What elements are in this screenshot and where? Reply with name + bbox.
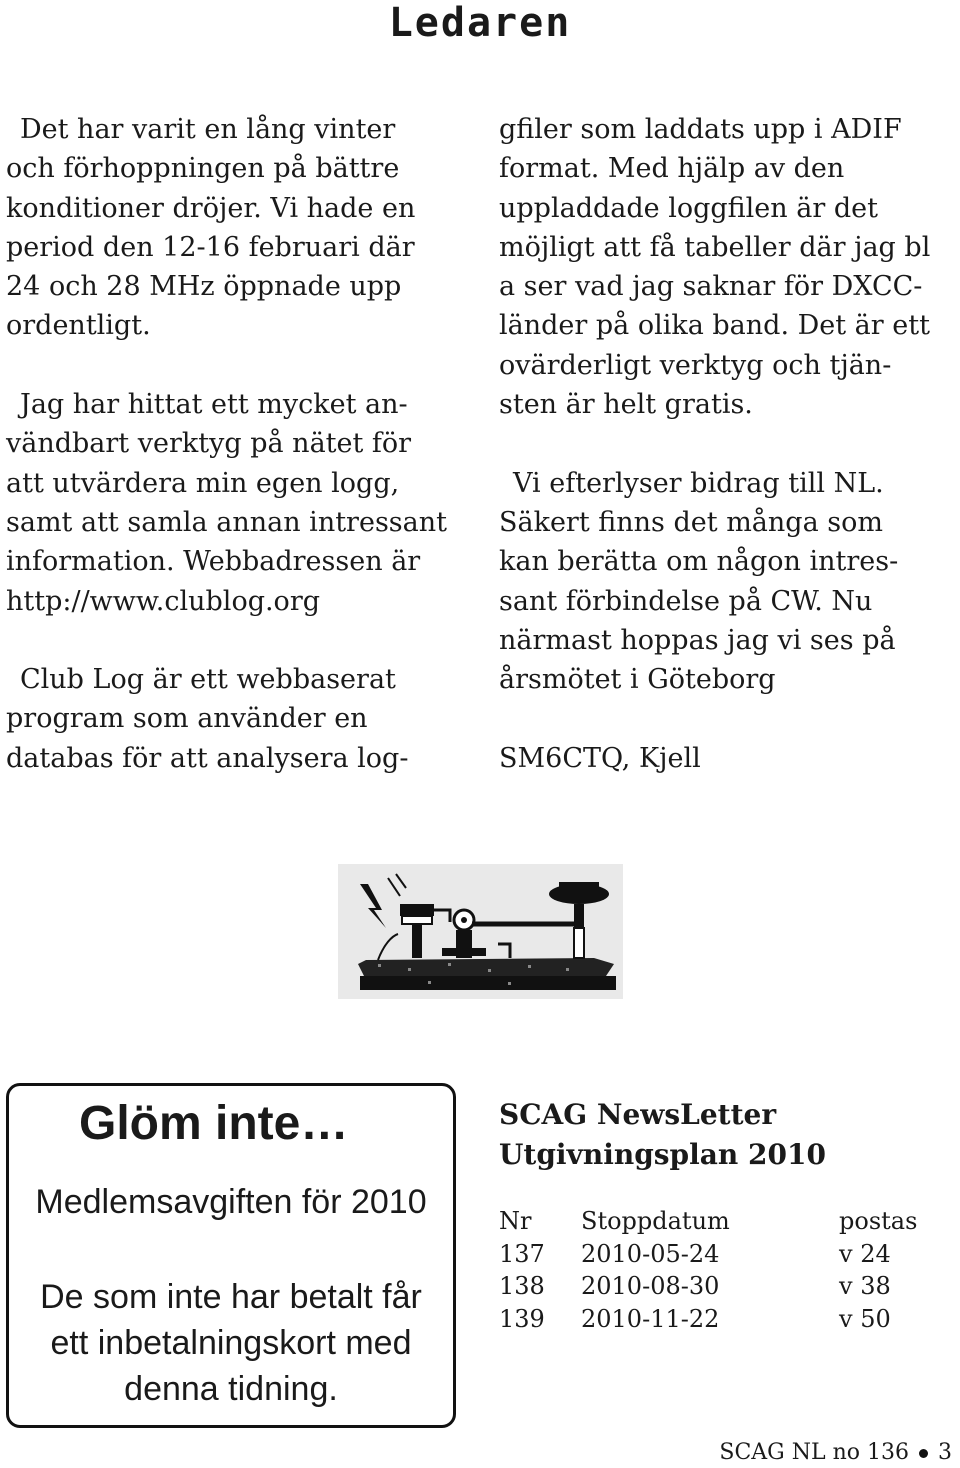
table-cell: v 38	[839, 1272, 891, 1300]
column-header: Stoppdatum	[581, 1207, 730, 1235]
paragraph-gap	[6, 346, 476, 385]
text-line: period den 12-16 februari där	[6, 231, 415, 263]
reminder-title: Glöm inte…	[79, 1097, 349, 1150]
text-line: Jag har hittat ett mycket an-	[20, 389, 408, 421]
text-line: Club Log är ett webbaserat	[20, 664, 396, 696]
text-line: Vi efterlyser bidrag till NL.	[513, 467, 884, 499]
paragraph-gap	[499, 424, 954, 463]
reminder-subtitle: Medlemsavgiften för 2010	[35, 1183, 427, 1221]
text-line: Det har varit en lång vinter	[20, 114, 396, 145]
table-cell: 139	[499, 1304, 545, 1333]
reminder-body	[13, 1274, 449, 1412]
text-line: Säkert finns det många som	[499, 506, 883, 538]
page-footer	[719, 1440, 952, 1466]
text-line: och förhoppningen på bättre	[6, 153, 400, 185]
text-line: ovärderligt verktyg och tjän-	[499, 349, 892, 381]
text-line: konditioner dröjer. Vi hade en	[6, 192, 416, 224]
text-line: sant förbindelse på CW. Nu	[499, 585, 873, 617]
morse-key-icon	[338, 864, 623, 999]
reminder-line: denna tidning.	[124, 1370, 338, 1408]
table-row	[499, 1303, 917, 1336]
reminder-line: ett inbetalningskort med	[50, 1324, 412, 1362]
text-line: a ser vad jag saknar för DXCC-	[499, 271, 923, 303]
reminder-line: De som inte har betalt får	[40, 1278, 422, 1316]
text-line: närmast hoppas jag vi ses på	[499, 624, 896, 656]
publication-schedule	[499, 1095, 939, 1335]
text-line: länder på olika band. Det är ett	[499, 310, 930, 342]
publication-name: SCAG NL no 136	[719, 1440, 909, 1465]
column-header: postas	[839, 1207, 918, 1235]
text-line: att utvärdera min egen logg,	[6, 467, 400, 499]
url-text: http://www.clublog.org	[6, 585, 321, 617]
text-line: årsmötet i Göteborg	[499, 664, 776, 696]
table-header-row	[499, 1205, 917, 1238]
text-line: sten är helt gratis.	[499, 389, 753, 421]
column-header: Nr	[499, 1207, 532, 1235]
schedule-table	[499, 1205, 917, 1335]
text-line: 24 och 28 MHz öppnade upp	[6, 271, 402, 303]
signature: SM6CTQ, Kjell	[499, 742, 701, 774]
table-row	[499, 1270, 917, 1303]
schedule-subtitle: Utgivningsplan 2010	[499, 1138, 826, 1171]
text-line: möjligt att få tabeller där jag bl	[499, 231, 931, 263]
bullet-icon	[919, 1449, 928, 1458]
paragraph-gap	[499, 699, 954, 738]
page-title: Ledaren	[388, 0, 572, 46]
text-line: vändbart verktyg på nätet för	[6, 428, 412, 460]
left-column	[6, 110, 476, 778]
table-cell: v 24	[839, 1239, 891, 1268]
table-cell: v 50	[839, 1304, 891, 1333]
text-line: kan berätta om någon intres-	[499, 546, 899, 578]
reminder-box	[6, 1083, 456, 1428]
text-line: databas för att analysera log-	[6, 742, 409, 774]
table-cell: 2010-08-30	[581, 1272, 720, 1300]
table-cell: 2010-05-24	[581, 1239, 720, 1268]
schedule-title: SCAG NewsLetter	[499, 1098, 777, 1131]
right-column	[499, 110, 954, 778]
table-row	[499, 1238, 917, 1271]
text-line: information. Webbadressen är	[6, 546, 421, 578]
text-line: ordentligt.	[6, 310, 151, 342]
table-cell: 2010-11-22	[581, 1304, 720, 1333]
text-line: gfiler som laddats upp i ADIF	[499, 114, 902, 145]
text-line: samt att samla annan intressant	[6, 506, 447, 538]
paragraph-gap	[6, 621, 476, 660]
text-line: program som använder en	[6, 703, 368, 735]
text-line: format. Med hjälp av den	[499, 153, 845, 185]
page-number: 3	[938, 1440, 952, 1465]
table-cell: 137	[499, 1239, 545, 1268]
text-line: uppladdade loggfilen är det	[499, 192, 878, 224]
table-cell: 138	[499, 1272, 545, 1300]
